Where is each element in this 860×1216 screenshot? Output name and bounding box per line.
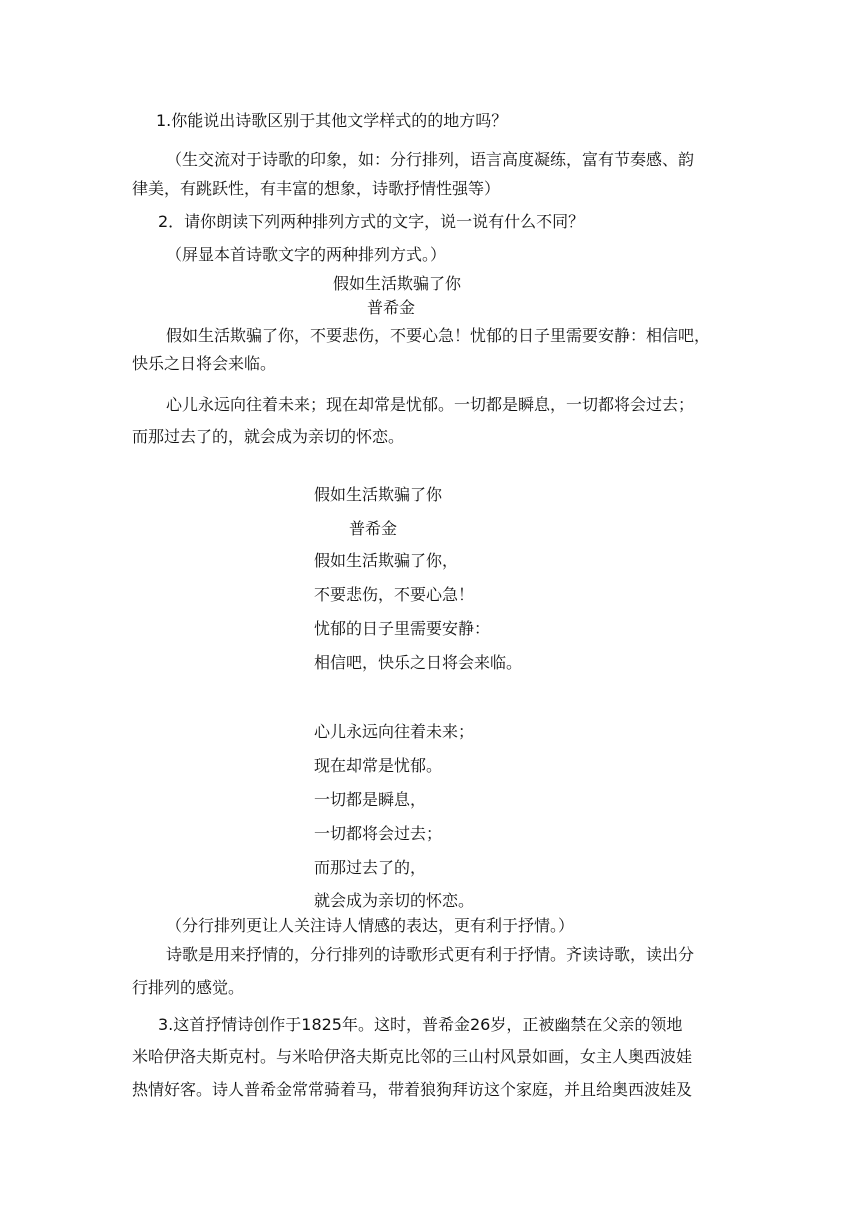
prose-author: 普希金 xyxy=(367,298,416,317)
poem-line: 忧郁的日子里需要安静： xyxy=(314,619,491,638)
poem-line: 一切都将会过去； xyxy=(314,824,443,843)
prose-title: 假如生活欺骗了你 xyxy=(333,274,462,293)
question-2: 2．请你朗读下列两种排列方式的文字，说一说有什么不同？ xyxy=(158,212,585,231)
answer-2-note: （屏显本首诗歌文字的两种排列方式。） xyxy=(166,245,447,264)
poem-line: 一切都是瞬息， xyxy=(314,790,427,809)
poem-line: 就会成为亲切的怀恋。 xyxy=(314,891,475,910)
poem-line: 假如生活欺骗了你， xyxy=(314,551,459,570)
answer-2-conclusion: （分行排列更让人关注诗人情感的表达，更有利于抒情。） xyxy=(166,916,575,935)
summary-line-1: 诗歌是用来抒情的，分行排列的诗歌形式更有利于抒情。齐读诗歌，读出分 xyxy=(166,945,695,964)
poem-line: 相信吧，快乐之日将会来临。 xyxy=(314,653,523,672)
poem-author: 普希金 xyxy=(349,519,398,538)
poem-line: 现在却常是忧郁。 xyxy=(314,756,443,775)
poem-line: 不要悲伤，不要心急！ xyxy=(314,585,475,604)
summary-line-2: 行排列的感觉。 xyxy=(132,978,245,997)
prose-para-2-line-2: 而那过去了的，就会成为亲切的怀恋。 xyxy=(132,427,405,446)
answer-1-line-1: （生交流对于诗歌的印象，如：分行排列，语言高度凝练，富有节奏感、韵 xyxy=(166,150,695,169)
poem-line: 心儿永远向往着未来； xyxy=(314,722,475,741)
poem-line: 而那过去了的， xyxy=(314,858,427,877)
question-1: 1.你能说出诗歌区别于其他文学样式的的地方吗？ xyxy=(156,111,508,130)
prose-para-1-line-2: 快乐之日将会来临。 xyxy=(132,354,277,373)
prose-para-1-line-1: 假如生活欺骗了你，不要悲伤，不要心急！忧郁的日子里需要安静：相信吧， xyxy=(166,326,711,345)
answer-1-line-2: 律美，有跳跃性，有丰富的想象，诗歌抒情性强等） xyxy=(132,179,501,198)
prose-para-2-line-1: 心儿永远向往着未来；现在却常是忧郁。一切都是瞬息，一切都将会过去； xyxy=(166,395,695,414)
question-3-line-2: 米哈伊洛夫斯克村。与米哈伊洛夫斯克比邻的三山村风景如画，女主人奥西波娃 xyxy=(132,1047,693,1066)
question-3-line-3: 热情好客。诗人普希金常常骑着马，带着狼狗拜访这个家庭，并且给奥西波娃及 xyxy=(132,1080,693,1099)
poem-title: 假如生活欺骗了你 xyxy=(314,485,443,504)
question-3-line-1: 3.这首抒情诗创作于1825年。这时，普希金26岁，正被幽禁在父亲的领地 xyxy=(158,1015,683,1034)
